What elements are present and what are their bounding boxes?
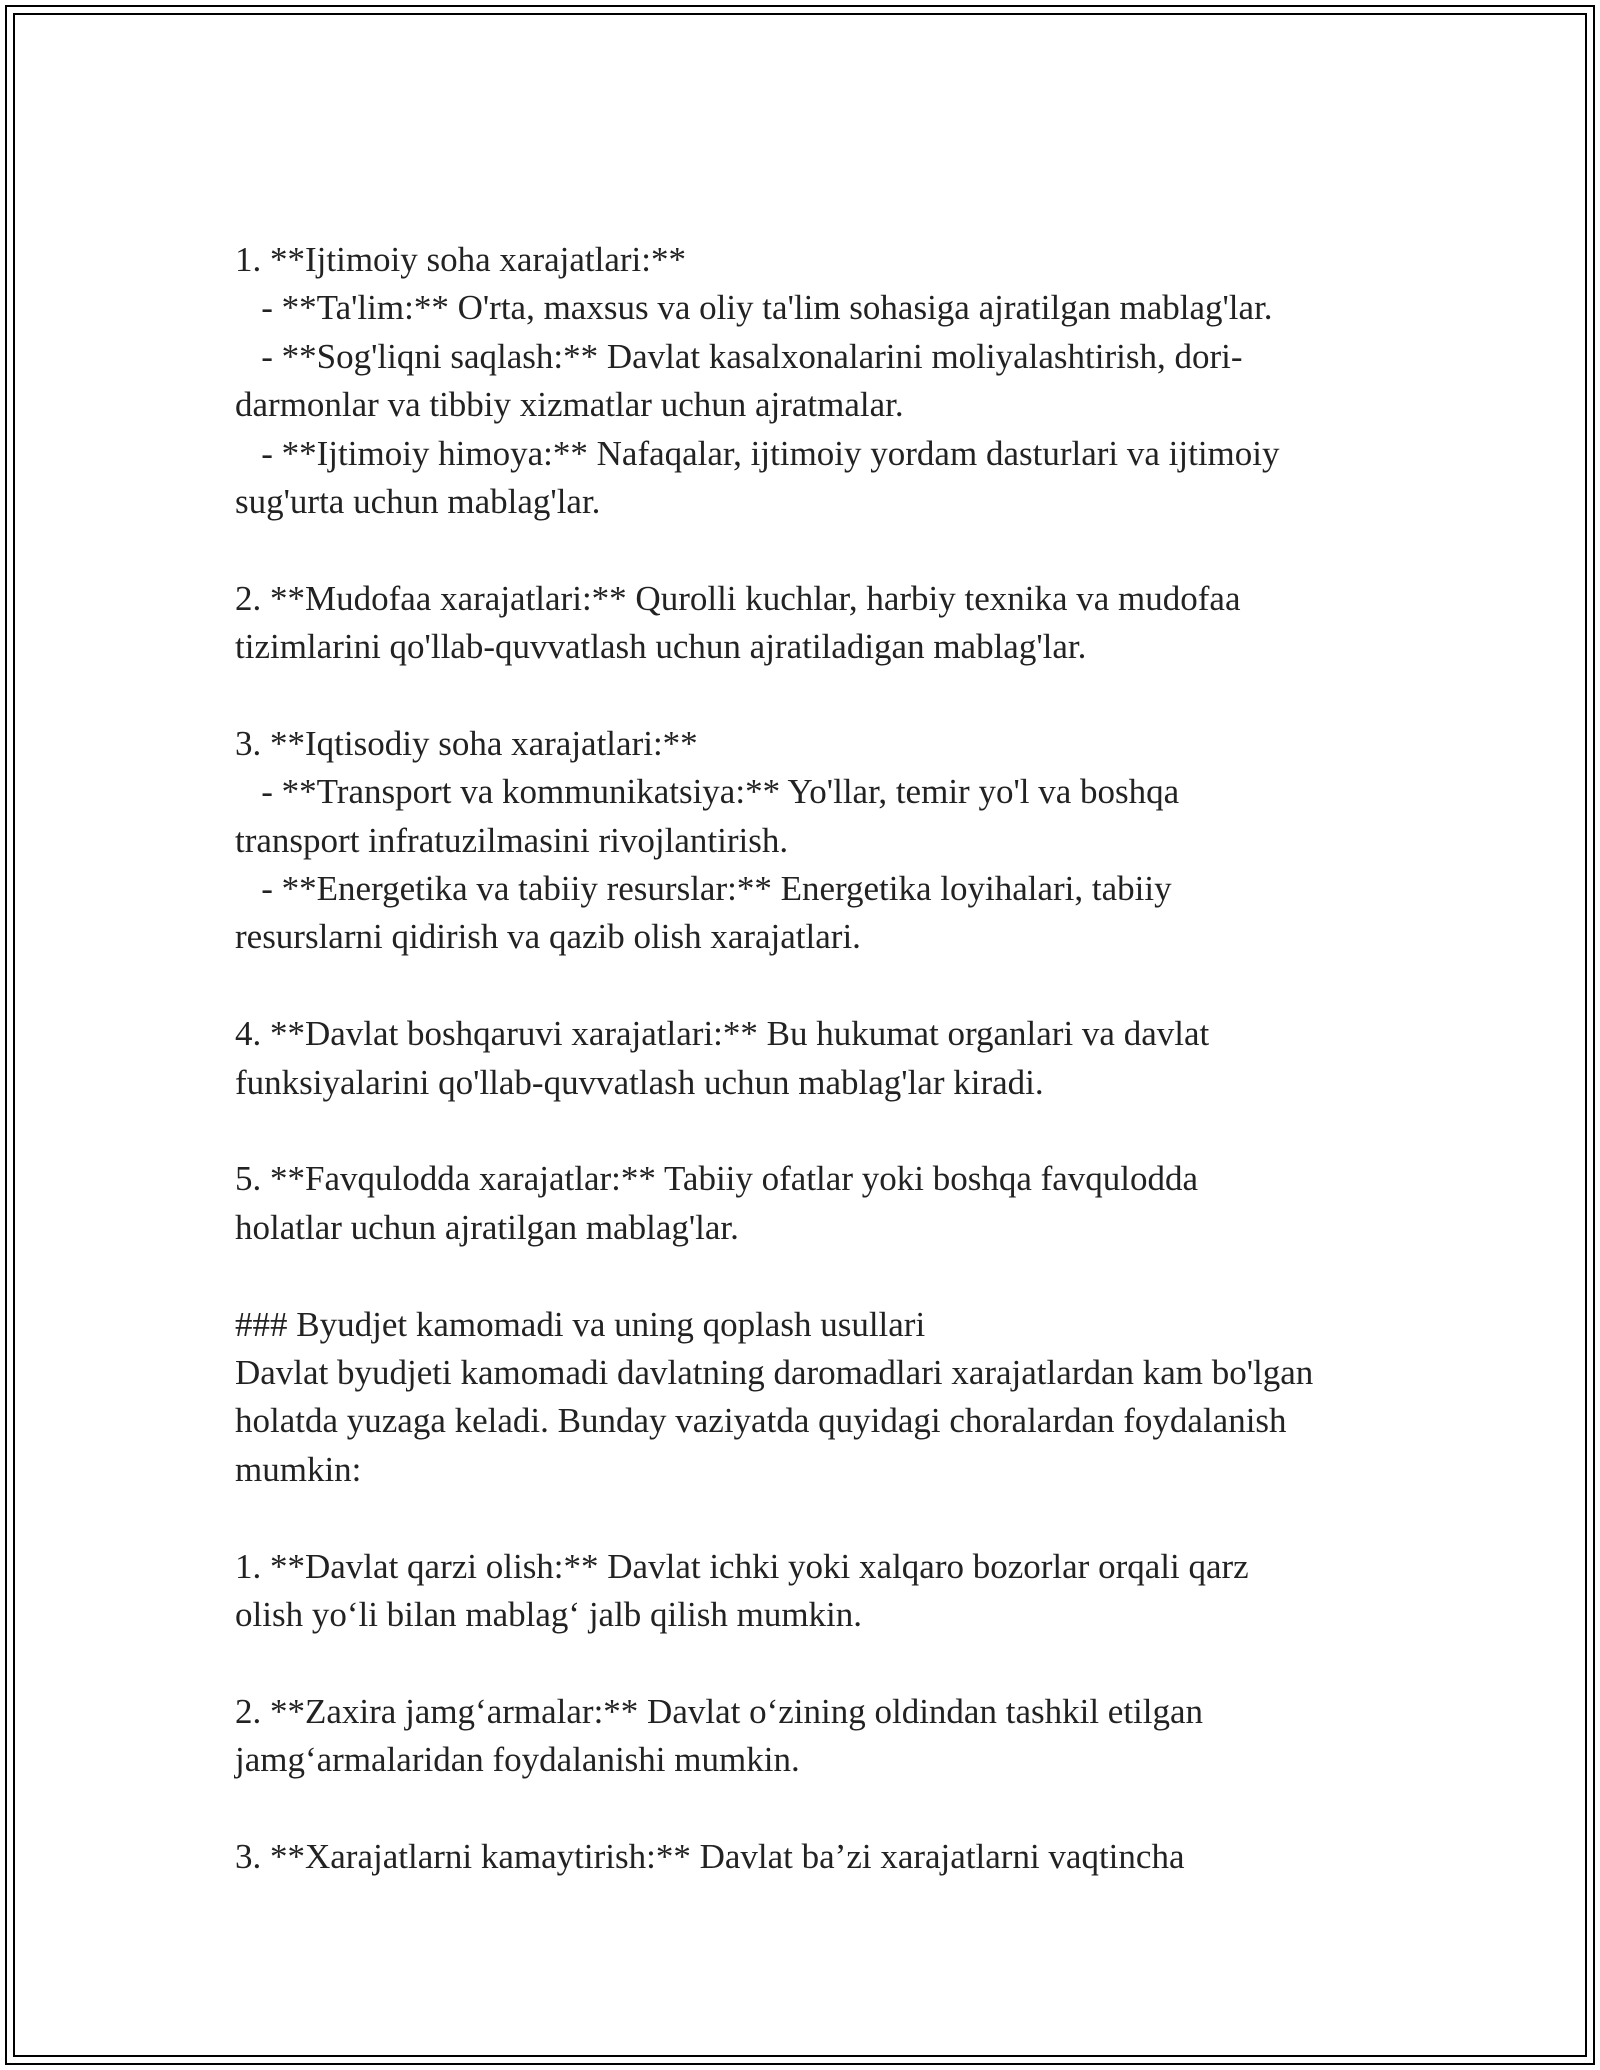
text-line: - **Energetika va tabiiy resurslar:** Energetika loyihalari, tabiiy <box>235 869 1172 909</box>
paragraph-gap <box>235 1639 1405 1687</box>
text-line: 5. **Favqulodda xarajatlar:** Tabiiy ofatlar yoki boshqa favqulodda <box>235 1159 1199 1199</box>
text-line: 4. **Davlat boshqaruvi xarajatlari:** Bu hukumat organlari va davlat <box>235 1014 1210 1054</box>
document-body <box>235 236 1405 1881</box>
text-line: - **Ijtimoiy himoya:** Nafaqalar, ijtimoiy yordam dasturlari va ijtimoiy <box>235 433 1280 473</box>
text-line: - **Transport va kommunikatsiya:** Yo'llar, temir yo'l va boshqa <box>235 772 1180 812</box>
text-line: jamg‘armalaridan foydalanishi mumkin. <box>235 1740 800 1780</box>
text-line: Davlat byudjeti kamomadi davlatning daromadlari xarajatlardan kam bo'lgan <box>235 1352 1314 1392</box>
text-line: darmonlar va tibbiy xizmatlar uchun ajratmalar. <box>235 385 904 425</box>
section-budget-deficit <box>235 1301 1405 1495</box>
text-line: - **Sog'liqni saqlash:** Davlat kasalxonalarini moliyalashtirish, dori- <box>235 336 1243 376</box>
paragraph-governance-expenses <box>235 1010 1405 1107</box>
paragraph-gap <box>235 1252 1405 1300</box>
paragraph-state-borrowing <box>235 1543 1405 1640</box>
text-line: 2. **Zaxira jamg‘armalar:** Davlat o‘zining oldindan tashkil etilgan <box>235 1691 1204 1731</box>
text-line: resurslarni qidirish va qazib olish xarajatlari. <box>235 917 861 957</box>
section-heading: ### Byudjet kamomadi va uning qoplash usullari <box>235 1304 926 1344</box>
paragraph-gap <box>235 1494 1405 1542</box>
paragraph-gap <box>235 672 1405 720</box>
text-line: 2. **Mudofaa xarajatlari:** Qurolli kuchlar, harbiy texnika va mudofaa <box>235 578 1241 618</box>
text-line: mumkin: <box>235 1449 362 1489</box>
paragraph-economic-expenses <box>235 720 1405 962</box>
text-line: olish yo‘li bilan mablag‘ jalb qilish mumkin. <box>235 1594 863 1634</box>
paragraph-emergency-expenses <box>235 1155 1405 1252</box>
paragraph-gap <box>235 1785 1405 1833</box>
paragraph-defense-expenses <box>235 575 1405 672</box>
paragraph-gap <box>235 526 1405 574</box>
text-line: 3. **Xarajatlarni kamaytirish:** Davlat ba’zi xarajatlarni vaqtincha <box>235 1836 1185 1876</box>
text-line: holatda yuzaga keladi. Bunday vaziyatda quyidagi choralardan foydalanish <box>235 1401 1287 1441</box>
paragraph-gap <box>235 1107 1405 1155</box>
paragraph-expense-reduction <box>235 1833 1405 1881</box>
text-line: - **Ta'lim:** O'rta, maxsus va oliy ta'lim sohasiga ajratilgan mablag'lar. <box>235 288 1273 328</box>
text-line: sug'urta uchun mablag'lar. <box>235 481 601 521</box>
text-line: tizimlarini qo'llab-quvvatlash uchun ajratiladigan mablag'lar. <box>235 627 1087 667</box>
text-line: 1. **Ijtimoiy soha xarajatlari:** <box>235 240 687 279</box>
paragraph-reserve-funds <box>235 1688 1405 1785</box>
text-line: transport infratuzilmasini rivojlantirish. <box>235 820 789 860</box>
text-line: funksiyalarini qo'llab-quvvatlash uchun mablag'lar kiradi. <box>235 1062 1044 1102</box>
paragraph-social-expenses <box>235 236 1405 526</box>
text-line: 3. **Iqtisodiy soha xarajatlari:** <box>235 723 698 763</box>
text-line: holatlar uchun ajratilgan mablag'lar. <box>235 1207 739 1247</box>
text-line: 1. **Davlat qarzi olish:** Davlat ichki yoki xalqaro bozorlar orqali qarz <box>235 1546 1249 1586</box>
paragraph-gap <box>235 962 1405 1010</box>
